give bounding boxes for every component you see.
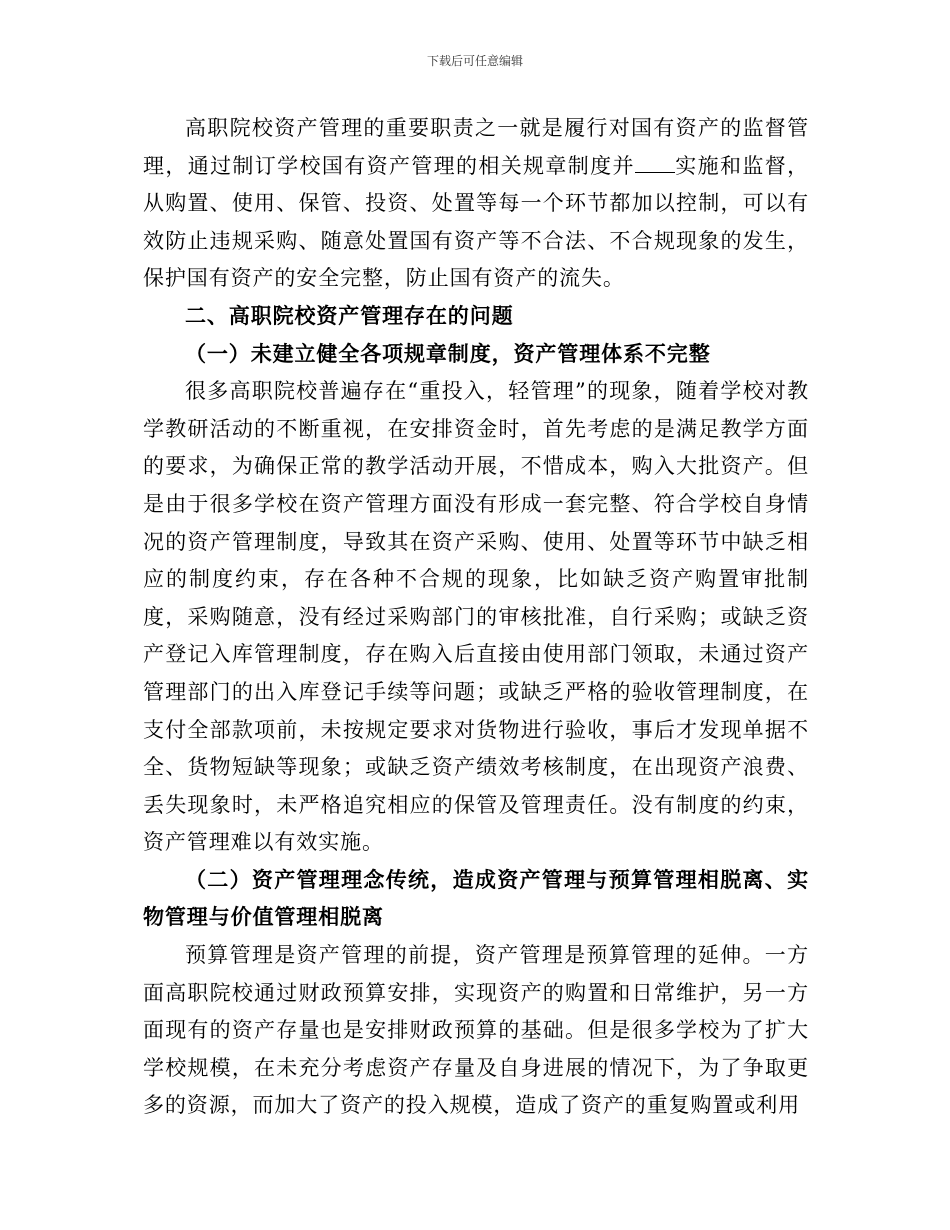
page-header-note: 下载后可任意编辑 (426, 54, 523, 68)
paragraph-text: 实施和监督，从购置、使用、保管、投资、处置等每一个环节都加以控制，可以有效防止违规采购、随意处置国有资产等不合法、不合规现象的发生，保护国有资产的安全完整，防止国有资产的流失。 (143, 153, 809, 291)
document-body (143, 110, 809, 1125)
fill-in-blank (635, 154, 675, 173)
paragraph-supervision (143, 110, 809, 298)
paragraph-budget: 预算管理是资产管理的前提，资产管理是预算管理的延伸。一方面高职院校通过财政预算安排，实现资产的购置和日常维护，另一方面现有的资产存量也是安排财政预算的基础。但是很多学校为了扩大学校规模，在未充分考虑资产存量及自身进展的情况下，为了争取更多的资源，而加大了资产的投入规模，造成了资产的重复购置或利用 (143, 943, 809, 1118)
subsection-heading-1: （一）未建立健全各项规章制度，资产管理体系不完整 (185, 341, 711, 366)
subsection-heading-2: （二）资产管理理念传统，造成资产管理与预算管理相脱离、实物管理与价值管理相脱离 (143, 867, 809, 930)
paragraph-rules: 很多高职院校普遍存在“重投入，轻管理”的现象，随着学校对教学教研活动的不断重视，在安排资金时，首先考虑的是满足教学方面的要求，为确保正常的教学活动开展，不惜成本，购入大批资产。但是由于很多学校在资产管理方面没有形成一套完整、符合学校自身情况的资产管理制度，导致其在资产采购、使用、处置等环节中缺乏相应的制度约束，存在各种不合规的现象，比如缺乏资产购置审批制度，采购随意，没有经过采购部门的审核批准，自行采购；或缺乏资产登记入库管理制度，存在购入后直接由使用部门领取，未通过资产管理部门的出入库登记手续等问题；或缺乏严格的验收管理制度，在支付全部款项前，未按规定要求对货物进行验收，事后才发现单据不全、货物短缺等现象；或缺乏资产绩效考核制度，在出现资产浪费、丢失现象时，未严格追究相应的保管及管理责任。没有制度的约束，资产管理难以有效实施。 (143, 379, 809, 855)
section-heading: 二、高职院校资产管理存在的问题 (185, 303, 514, 328)
paragraph-text: 高职院校资产管理的重要职责之一就是履行对国有资产的监督管理，通过制订学校国有资产管理的相关规章制度并 (143, 116, 809, 178)
